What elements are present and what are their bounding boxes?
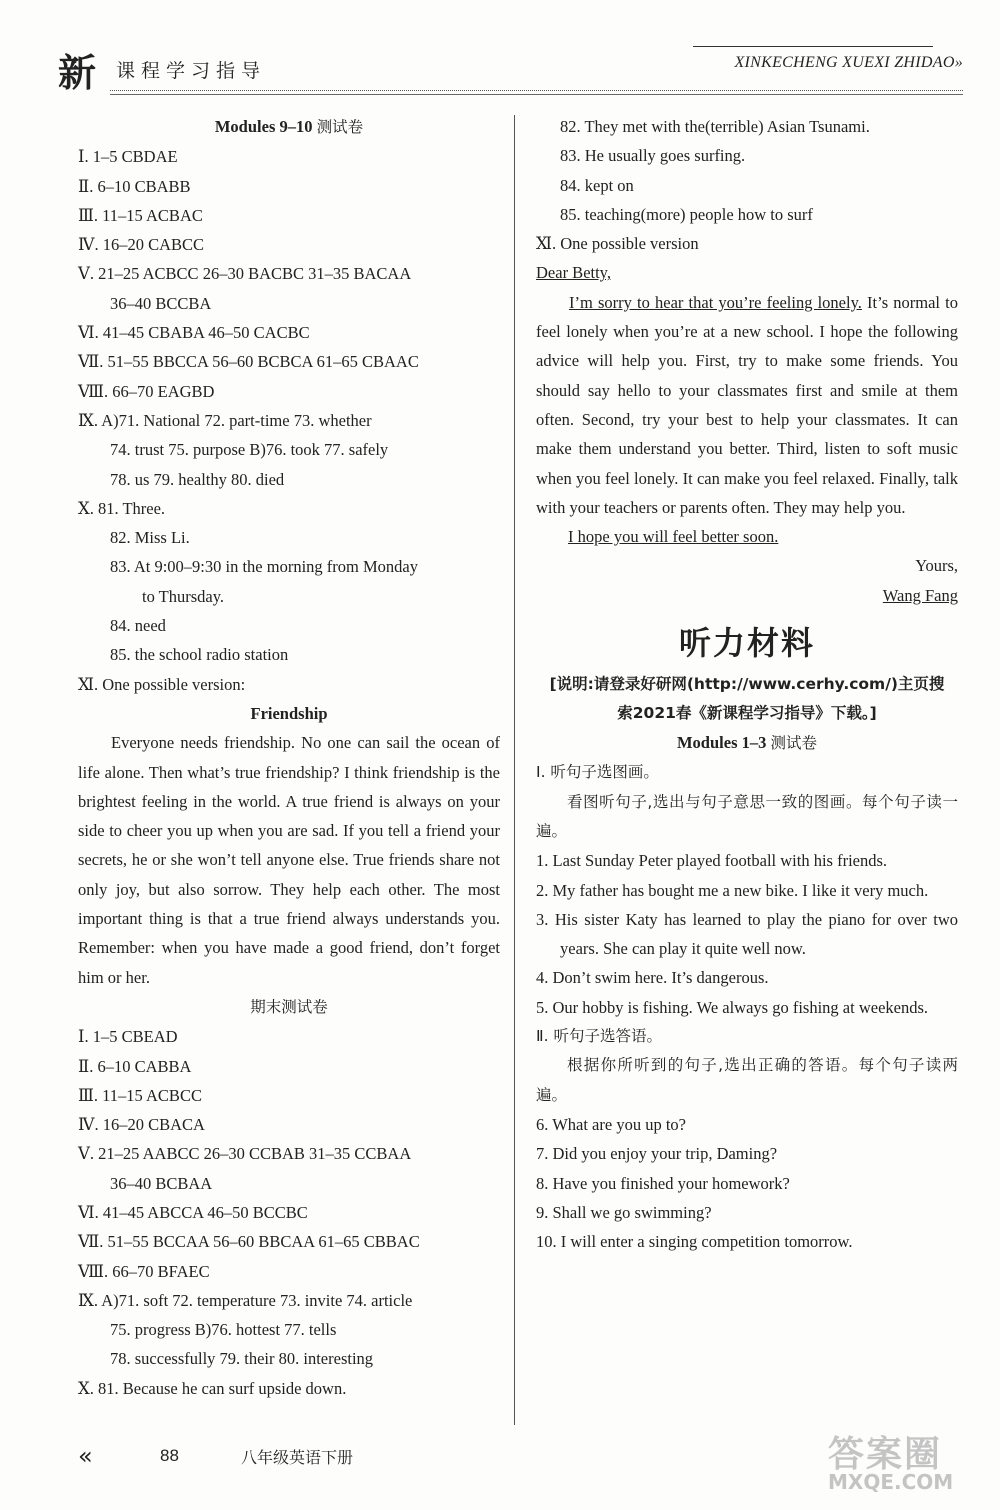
answer-line-continued: 83. He usually goes surfing.: [560, 146, 746, 166]
letter-opening-sentence: I’m sorry to hear that you’re feeling lonely.: [569, 292, 862, 312]
answer-line-continued: 82. They met with the(terrible) Asian Tsunami.: [560, 117, 870, 136]
answer-line-continued: 36–40 BCCBA: [110, 293, 212, 313]
answer-line: Ⅱ. 6–10 CBABB: [78, 176, 191, 196]
answer-line-continued: 84. need: [110, 616, 166, 636]
header-right-rule: [693, 46, 933, 47]
double-chevron-left-icon: «: [78, 1442, 93, 1470]
answer-line: Ⅸ. A)71. soft 72. temperature 73. invite 74. article: [78, 1290, 413, 1310]
answer-line: Ⅴ. 21–25 ACBCC 26–30 BACBC 31–35 BACAA: [78, 264, 412, 284]
listening-item: 1. Last Sunday Peter played football with his friends.: [536, 851, 888, 871]
answer-line: Ⅺ. One possible version:: [78, 674, 246, 694]
part-instructions: 看图听句子,选出与句子意思一致的图画。每个句子读一遍。: [536, 792, 958, 840]
series-logo: 新: [58, 50, 97, 95]
answer-line: Ⅵ. 41–45 CBABA 46–50 CACBC: [78, 323, 310, 343]
answer-line: Ⅶ. 51–55 BCCAA 56–60 BBCAA 61–65 CBBAC: [78, 1232, 420, 1252]
section-title-cn: 期末测试卷: [250, 997, 328, 1016]
right-column: [536, 112, 958, 1256]
answer-line-continued: 78. us 79. healthy 80. died: [110, 469, 285, 489]
page-number: 88: [160, 1446, 179, 1465]
answer-line-continued: 75. progress B)76. hottest 77. tells: [110, 1320, 337, 1340]
left-column: [78, 112, 500, 1403]
section-title-modules-9-10: [78, 112, 500, 142]
answer-line: Ⅰ. 1–5 CBDAE: [78, 147, 178, 167]
part-heading: Ⅰ. 听句子选图画。: [536, 763, 659, 782]
answer-line: Ⅵ. 41–45 ABCCA 46–50 BCCBC: [78, 1202, 308, 1222]
essay-title: Friendship: [250, 703, 328, 723]
download-note-line-2: 索2021春《新课程学习指导》下载。]: [617, 704, 877, 723]
listening-item: 9. Shall we go swimming?: [536, 1202, 712, 1222]
section-title-cn: 测试卷: [770, 734, 818, 753]
answer-line: Ⅳ. 16–20 CABCC: [78, 235, 205, 255]
answer-line-continued: 78. successfully 79. their 80. interesting: [110, 1349, 374, 1369]
answer-line: Ⅴ. 21–25 AABCC 26–30 CCBAB 31–35 CCBAA: [78, 1144, 412, 1164]
answer-line-continued: 83. At 9:00–9:30 in the morning from Monday: [110, 557, 418, 577]
page-footer: [78, 1442, 678, 1472]
answer-line: Ⅷ. 66–70 EAGBD: [78, 381, 215, 401]
answer-line-continued: to Thursday.: [142, 586, 225, 606]
double-chevron-right-icon: »: [954, 54, 963, 71]
answer-line: Ⅷ. 66–70 BFAEC: [78, 1261, 210, 1281]
watermark-cn: 答案圈: [828, 1434, 943, 1475]
series-pinyin-text: XINKECHENG XUEXI ZHIDAO: [734, 54, 955, 71]
answer-line: Ⅱ. 6–10 CABBA: [78, 1056, 192, 1076]
column-divider: [514, 115, 515, 1425]
listening-item: 8. Have you finished your homework?: [536, 1173, 790, 1193]
listening-item: 4. Don’t swim here. It’s dangerous.: [536, 968, 769, 988]
part-heading: Ⅱ. 听句子选答语。: [536, 1027, 662, 1046]
section-title-final-exam: [78, 992, 500, 1022]
answer-line: Ⅹ. 81. Three.: [78, 498, 166, 518]
letter-signature: Wang Fang: [882, 585, 958, 605]
answer-line-continued: 82. Miss Li.: [110, 528, 190, 548]
listening-item: 7. Did you enjoy your trip, Daming?: [536, 1144, 778, 1164]
answer-line-continued: 36–40 BCBAA: [110, 1173, 213, 1193]
letter-closing-text: I hope you will feel better soon.: [568, 527, 779, 547]
listening-item: 2. My father has bought me a new bike. I like it very much.: [536, 880, 929, 900]
letter-body: [536, 288, 958, 522]
answer-line: Ⅳ. 16–20 CBACA: [78, 1115, 205, 1135]
part-instructions: 根据你所听到的句子,选出正确的答语。每个句子读两遍。: [536, 1056, 958, 1104]
listening-item: 6. What are you up to?: [536, 1114, 686, 1134]
answer-line-continued: 85. the school radio station: [110, 645, 289, 665]
listening-material-title: 听力材料: [678, 624, 815, 663]
section-title-cn: 测试卷: [316, 118, 364, 136]
answer-line: Ⅹ. 81. Because he can surf upside down.: [78, 1378, 347, 1398]
section-title-text: Modules 1–3: [676, 733, 771, 753]
listening-item: 10. I will enter a singing competition tomorrow.: [536, 1232, 853, 1252]
answer-line: Ⅲ. 11–15 ACBCC: [78, 1085, 202, 1105]
watermark-en: MXQE.COM: [828, 1470, 954, 1494]
answer-line: Ⅲ. 11–15 ACBAC: [78, 205, 203, 225]
download-note-line-1: [说明:请登录好研网(http://www.cerhy.com/)主页搜: [549, 675, 945, 694]
header-dotted-rule: [110, 90, 963, 91]
answer-line-continued: 85. teaching(more) people how to surf: [560, 204, 813, 224]
essay-body: Everyone needs friendship. No one can sail the ocean of life alone. Then what’s true friendship? I think friendship is the brightest feeling in the world. A true friend is always on your side to cheer you up when you are sad. If you tell a friend your secrets, he or she won’t tell anyone else. True friends share not only joy, but also sorrow. They help each other. The most important thing is that a true friend always understands you. Remember: when you have made a good friend, don’t forget him or her.: [78, 733, 500, 987]
letter-greeting: Dear Betty,: [536, 263, 611, 283]
series-title: 课程学习指导: [116, 60, 267, 82]
section-title-text: Modules 9–10: [214, 117, 317, 136]
answer-line: Ⅰ. 1–5 CBEAD: [78, 1027, 178, 1047]
book-name: 八年级英语下册: [241, 1448, 354, 1467]
section-title-modules-1-3: [536, 728, 958, 758]
series-pinyin-title: [734, 54, 963, 72]
answer-line: Ⅺ. One possible version: [536, 234, 699, 254]
page-header: [58, 48, 963, 95]
site-watermark: [828, 1426, 978, 1496]
answer-line-continued: 84. kept on: [560, 175, 634, 195]
answer-line-continued: 74. trust 75. purpose B)76. took 77. safely: [110, 440, 389, 460]
answer-line: Ⅸ. A)71. National 72. part-time 73. whether: [78, 410, 372, 430]
listening-item: 3. His sister Katy has learned to play the piano for over two years. She can play it quite well now.: [536, 909, 958, 959]
letter-closing: [536, 522, 958, 551]
listening-item: 5. Our hobby is fishing. We always go fishing at weekends.: [536, 997, 929, 1017]
answer-line: Ⅶ. 51–55 BBCCA 56–60 BCBCA 61–65 CBAAC: [78, 352, 419, 372]
letter-sign-off: Yours,: [915, 556, 958, 576]
letter-body-text: It’s normal to feel lonely when you’re at a new school. I hope the following advice will help you. First, try to make some friends. You should say hello to your classmates first and smile at them often. Second, try your best to help your classmates. It can make them understand you better. Third, listen to soft music when you feel lonely. It can make you feel relaxed. Finally, talk with your teachers or parents often. They may help you.: [536, 292, 959, 517]
header-rule: [110, 94, 963, 95]
